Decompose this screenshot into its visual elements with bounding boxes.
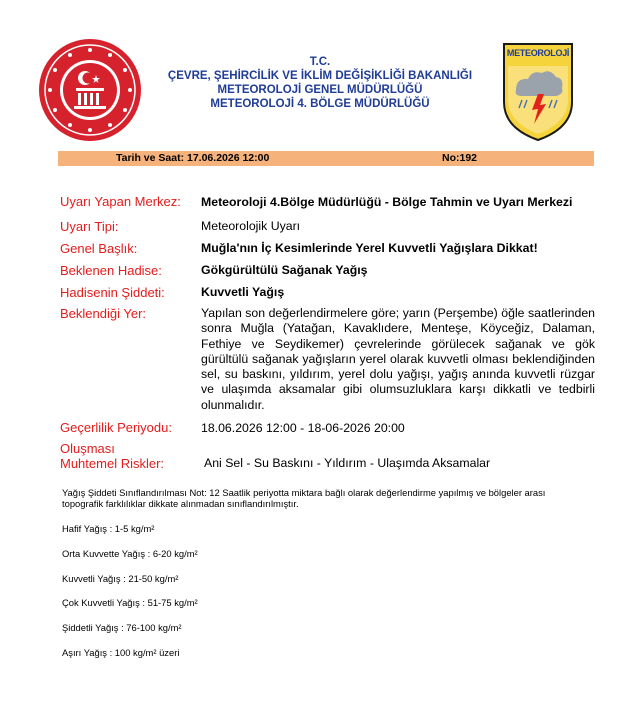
severity-value: Kuvvetli Yağış [201, 285, 285, 299]
issue-datetime: Tarih ve Saat: 17.06.2026 12:00 [116, 152, 270, 164]
header-line-ministry: ÇEVRE, ŞEHİRCİLİK VE İKLİM DEĞİŞİKLİĞİ BAKANLIĞI [167, 70, 473, 82]
note-item-kuvvetli: Kuvvetli Yağış : 21-50 kg/m² [62, 573, 179, 584]
warning-number: No:192 [442, 152, 478, 164]
place-description: Yapılan son değerlendirmelere göre; yarın (Perşembe) öğle saatlerinden sonra Muğla (Yatağan, Kavaklıdere, Menteşe, Köyceğiz, Dalaman, Fethiye ve Seydikemer) çevrelerinde görülecek sağanak ve gök gürültülü sağanak yağışların yerel olarak kuvvetli olması beklendiğinden sel, su baskını, yıldırım, yerel dolu yağışı, yağış anında kuvvetli rüzgar ve ulaşımda aksamalar gibi olumsuzluklara karşı dikkatli ve tedbirli olunmalıdır. [201, 306, 595, 412]
severity-label: Hadisenin Şiddeti: [60, 285, 165, 300]
title-value: Muğla'nın İç Kesimlerinde Yerel Kuvvetli Yağışlara Dikkat! [201, 241, 538, 255]
logo-text: METEOROLOJİ [506, 48, 570, 58]
note-item-cok-kuvvetli: Çok Kuvvetli Yağış : 51-75 kg/m² [62, 597, 198, 608]
risk-value: Ani Sel - Su Baskını - Yıldırım - Ulaşımda Aksamalar [204, 456, 491, 470]
center-value: Meteoroloji 4.Bölge Müdürlüğü - Bölge Tahmin ve Uyarı Merkezi [201, 195, 573, 209]
event-value: Gökgürültülü Sağanak Yağış [201, 263, 368, 277]
meteoroloji-logo-icon [502, 42, 574, 142]
validity-label: Geçerlilik Periyodu: [60, 420, 172, 435]
date-number-bar [58, 151, 594, 166]
type-value: Meteorolojik Uyarı [201, 219, 301, 233]
note-item-hafif: Hafif Yağış : 1-5 kg/m² [62, 523, 155, 534]
note-item-orta: Orta Kuvvette Yağış : 6-20 kg/m² [62, 548, 198, 559]
validity-value: 18.06.2026 12:00 - 18-06-2026 20:00 [201, 421, 405, 435]
ministry-seal-icon [38, 38, 142, 142]
header-text [150, 55, 490, 111]
event-label: Beklenen Hadise: [60, 263, 162, 278]
title-label: Genel Başlık: [60, 241, 138, 256]
header-line-region: METEOROLOJİ 4. BÖLGE MÜDÜRLÜĞÜ [210, 98, 430, 110]
note-item-siddetli: Şiddetli Yağış : 76-100 kg/m² [62, 622, 182, 633]
header-line-directorate: METEOROLOJİ GENEL MÜDÜRLÜĞÜ [217, 84, 423, 96]
header-line-tc: T.C. [309, 56, 331, 68]
notes-intro-line1: Yağış Şiddeti Sınıflandırılması Not: 12 Saatlik periyotta miktara bağlı olarak değerlendirme yapılmış ve bölgeler arası [62, 487, 546, 498]
risk-label-line1: Oluşması [60, 441, 115, 456]
type-label: Uyarı Tipi: [60, 219, 119, 234]
place-label: Beklendiği Yer: [60, 306, 147, 321]
risk-label-line2: Muhtemel Riskler: [60, 456, 165, 471]
note-item-asiri: Aşırı Yağış : 100 kg/m² üzeri [62, 647, 180, 658]
notes-intro-line2: topografik farklılıklar dikkate alınmadan sınıflandırılmıştır. [62, 498, 299, 509]
center-label: Uyarı Yapan Merkez: [60, 194, 181, 209]
